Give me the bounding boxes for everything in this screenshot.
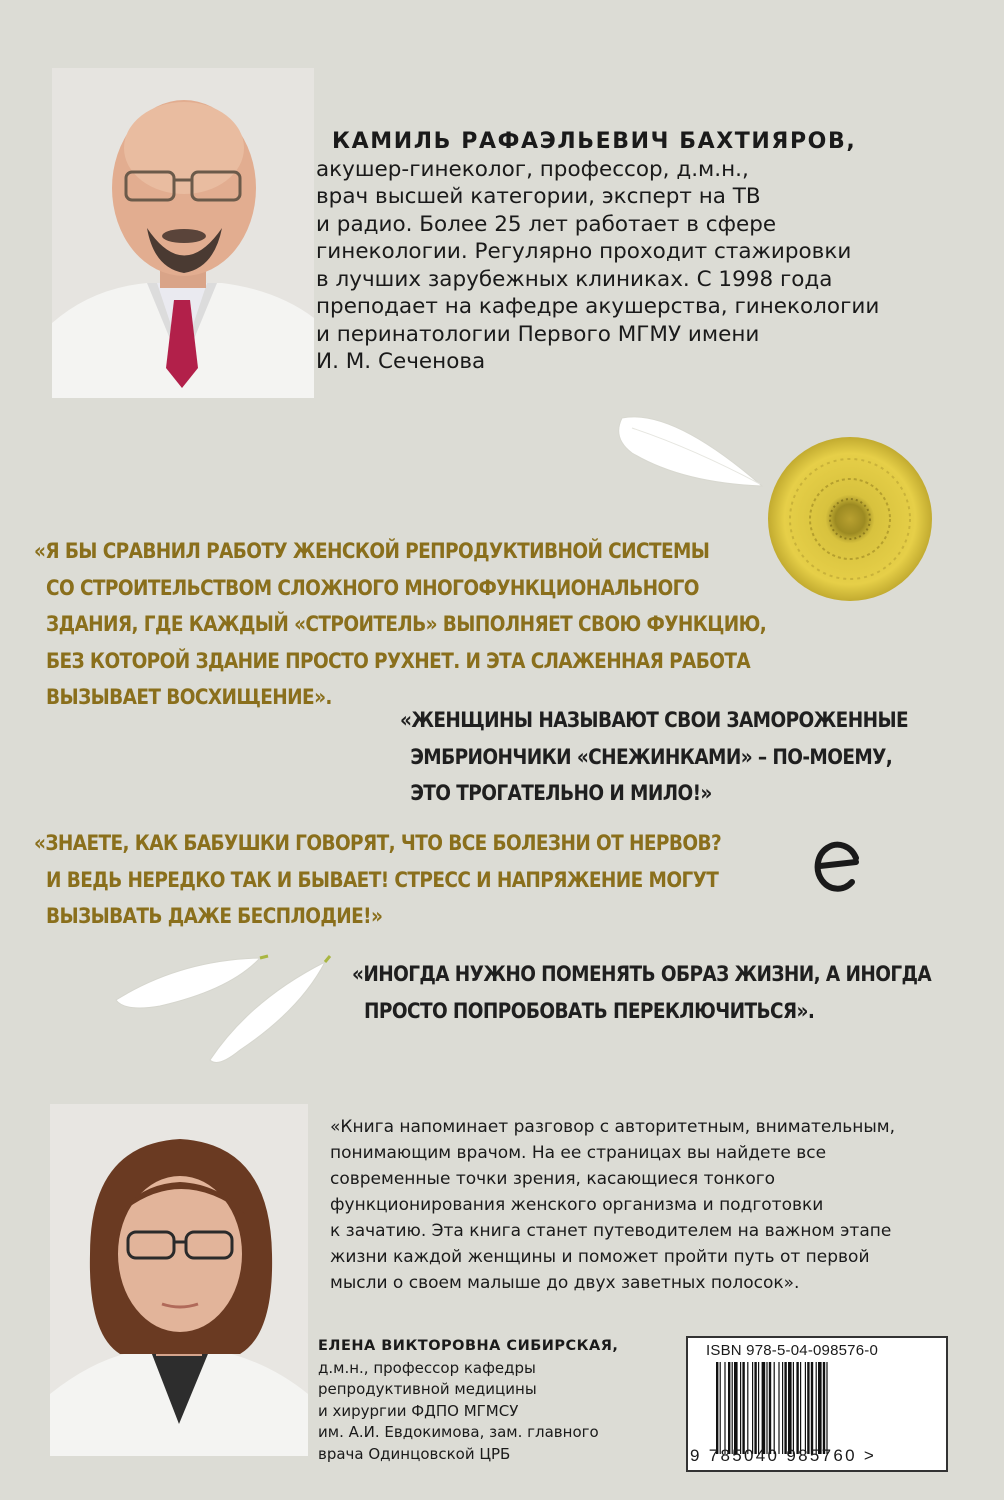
author-bio-line: гинекологии. Регулярно проходит стажировки — [316, 239, 852, 264]
white-petal — [110, 950, 340, 1070]
author-bio — [316, 128, 966, 376]
author-bio-line: и перинатологии Первого МГМУ имени — [316, 321, 760, 347]
review-line: мысли о своем малыше до двух заветных полосок». — [330, 1273, 800, 1293]
review-line: понимающим врачом. На ее страницах вы найдете все — [330, 1143, 827, 1163]
author-name: КАМИЛЬ РАФАЭЛЬЕВИЧ БАХТИЯРОВ, — [332, 129, 857, 154]
review-line: современные точки зрения, касающиеся тонкого — [330, 1169, 776, 1189]
barcode-bars — [716, 1362, 922, 1454]
author-bio-line: врач высшей категории, эксперт на ТВ — [316, 184, 761, 209]
reviewer-bio-line: врача Одинцовской ЦРБ — [318, 1444, 511, 1463]
author-bio-line: И. М. Сеченова — [316, 349, 486, 374]
isbn-barcode — [686, 1336, 948, 1472]
quote-line: ЗДАНИЯ, ГДЕ КАЖДЫЙ «СТРОИТЕЛЬ» ВЫПОЛНЯЕТ СВОЮ ФУНКЦИЮ, — [46, 612, 767, 637]
author-bio-line: акушер-гинеколог, профессор, д.м.н., — [316, 156, 749, 182]
review-line: жизни каждой женщины и поможет пройти путь от первой — [330, 1247, 870, 1267]
quote-line: ВЫЗЫВАЕТ ВОСХИЩЕНИЕ». — [46, 685, 332, 710]
reviewer-bio-line: и хирургии ФДПО МГМСУ — [318, 1401, 519, 1420]
quote-lifestyle — [352, 957, 931, 1030]
review-line: к зачатию. Эта книга станет путеводителем на важном этапе — [330, 1221, 892, 1241]
quote-snowflakes — [400, 703, 908, 813]
review-line: «Книга напоминает разговор с авторитетным, внимательным, — [330, 1117, 896, 1137]
author-photo — [52, 68, 314, 398]
quote-line: БЕЗ КОТОРОЙ ЗДАНИЕ ПРОСТО РУХНЕТ. И ЭТА СЛАЖЕННАЯ РАБОТА — [46, 648, 751, 674]
quote-line: СО СТРОИТЕЛЬСТВОМ СЛОЖНОГО МНОГОФУНКЦИОНАЛЬНОГО — [46, 575, 699, 601]
reviewer-bio-line: репродуктивной медицины — [318, 1380, 537, 1398]
book-review — [330, 1114, 970, 1296]
quote-line: ПРОСТО ПОПРОБОВАТЬ ПЕРЕКЛЮЧИТЬСЯ». — [364, 998, 815, 1024]
author-bio-line: в лучших зарубежных клиниках. С 1998 года — [316, 266, 833, 292]
reviewer-bio-line: д.м.н., профессор кафедры — [318, 1358, 536, 1377]
reviewer-bio — [318, 1336, 658, 1465]
quote-line: ЭТО ТРОГАТЕЛЬНО И МИЛО!» — [410, 781, 712, 806]
review-line: функционирования женского организма и подготовки — [330, 1195, 824, 1215]
quote-line: «ЗНАЕТЕ, КАК БАБУШКИ ГОВОРЯТ, ЧТО ВСЕ БОЛЕЗНИ ОТ НЕРВОВ? — [34, 831, 722, 856]
white-petal — [612, 398, 772, 498]
quote-reproductive-system — [34, 534, 766, 717]
quote-line: ВЫЗЫВАТЬ ДАЖЕ БЕСПЛОДИЕ!» — [46, 904, 383, 929]
publisher-logo-icon — [812, 838, 862, 894]
reviewer-name: ЕЛЕНА ВИКТОРОВНА СИБИРСКАЯ, — [318, 1338, 619, 1354]
reviewer-bio-line: им. А.И. Евдокимова, зам. главного — [318, 1423, 599, 1441]
quote-line: «Я БЫ СРАВНИЛ РАБОТУ ЖЕНСКОЙ РЕПРОДУКТИВНОЙ СИСТЕМЫ — [34, 539, 710, 564]
chamomile-flower — [765, 434, 935, 604]
quote-line: «ИНОГДА НУЖНО ПОМЕНЯТЬ ОБРАЗ ЖИЗНИ, А ИНОГДА — [352, 962, 932, 987]
quote-line: И ВЕДЬ НЕРЕДКО ТАК И БЫВАЕТ! СТРЕСС И НАПРЯЖЕНИЕ МОГУТ — [46, 867, 719, 893]
barcode-digits: 9 785040 985760 > — [690, 1446, 877, 1465]
author-bio-line: и радио. Более 25 лет работает в сфере — [316, 211, 777, 237]
quote-line: ЭМБРИОНЧИКИ «СНЕЖИНКАМИ» – ПО-МОЕМУ, — [410, 744, 893, 770]
quote-line: «ЖЕНЩИНЫ НАЗЫВАЮТ СВОИ ЗАМОРОЖЕННЫЕ — [400, 708, 909, 733]
quote-nerves — [34, 826, 721, 936]
author-bio-line: преподает на кафедре акушерства, гинекологии — [316, 294, 880, 319]
isbn-number: ISBN 978-5-04-098576-0 — [706, 1342, 879, 1359]
reviewer-photo — [50, 1104, 308, 1456]
